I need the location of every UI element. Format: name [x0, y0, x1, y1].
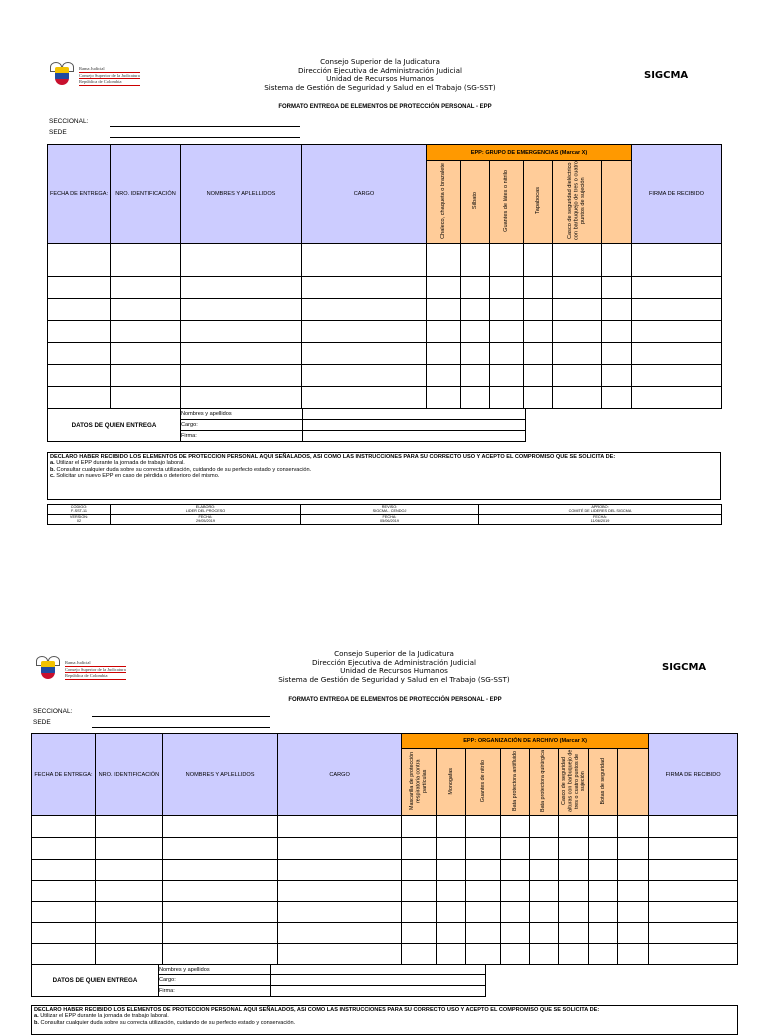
- footer-reviso: REVISO: SIGCMA - CENDOJ: [301, 505, 479, 515]
- logo-rama-judicial: [36, 656, 126, 684]
- sigcma-label: SIGCMA: [644, 70, 689, 81]
- quien-entrega-firma-field[interactable]: [271, 986, 486, 997]
- footer-aprobo: APROBO: COMITÉ DE LIDERES DEL SIGCMA: [479, 505, 722, 515]
- col-nro: NRO. IDENTIFICACIÓN: [95, 734, 162, 816]
- col-fecha: FECHA DE ENTREGA:: [48, 145, 111, 244]
- epp-item-casco-alturas: Casco de seguridad alturas con barbuquejo de tres o cuatro puntos de sujeción: [558, 749, 589, 816]
- quien-entrega-title: DATOS DE QUIEN ENTREGA: [48, 409, 181, 442]
- epp-table: [31, 733, 738, 965]
- col-nombres: NOMBRES Y APLELLIDOS: [181, 145, 302, 244]
- declaration-item-c: c. Solicitar un nuevo EPP en caso de pérdida o deterioro del mismo.: [50, 473, 220, 480]
- logo-text: Rama Judicial Consejo Superior de la Judicatura República de Colombia: [79, 66, 140, 85]
- table-row[interactable]: [32, 944, 738, 965]
- table-row[interactable]: [32, 838, 738, 860]
- quien-entrega-title: DATOS DE QUIEN ENTREGA: [32, 965, 159, 997]
- quien-entrega-firma-label: Firma:: [159, 986, 271, 997]
- logo-text: Rama Judicial Consejo Superior de la Judicatura República de Colombia: [65, 660, 126, 679]
- declaration-box: [31, 1005, 738, 1035]
- footer-version: VERSION: 02: [48, 514, 111, 524]
- col-firma: FIRMA DE RECIBIDO: [632, 145, 722, 244]
- seccional-field[interactable]: [92, 716, 270, 717]
- form-title: FORMATO ENTREGA DE ELEMENTOS DE PROTECCIÓN PERSONAL - EPP: [288, 697, 502, 703]
- col-cargo: CARGO: [278, 734, 402, 816]
- quien-entrega-nombres-field[interactable]: [271, 965, 486, 975]
- footer-fecha-reviso: FECHA: 05/06/2019: [301, 514, 479, 524]
- col-nro: NRO. IDENTIFICACIÓN: [111, 145, 181, 244]
- table-row[interactable]: [32, 816, 738, 838]
- epp-item-botas: Botas de seguridad: [589, 749, 618, 816]
- declaration-title: DECLARO HABER RECIBIDO LOS ELEMENTOS DE PROTECCION PERSONAL AQUI SEÑALADOS, ASI COMO LAS INSTRUCCIONES PARA SU CORRECTO USO Y ACEPTO EL COMPROMISO QUE SE SOLICITA DE:: [50, 454, 616, 460]
- sede-label: SEDE: [33, 719, 51, 726]
- quien-entrega-cargo-label: Cargo:: [159, 975, 271, 986]
- declaration-item-b: b. Consultar cualquier duda sobre su correcta utilización, cuidando de su perfecto estado y conservación.: [34, 1019, 296, 1026]
- table-row[interactable]: [32, 860, 738, 881]
- quien-entrega-cargo-label: Cargo:: [181, 420, 303, 431]
- epp-item-bata-antifluido: Bata protectora antifluido: [500, 749, 529, 816]
- quien-entrega-nombres-label: Nombres y apellidos: [159, 965, 271, 975]
- epp-item-silbato: Silbato: [461, 161, 490, 244]
- epp-item-blank: [618, 749, 649, 816]
- quien-entrega-cargo-field[interactable]: [271, 975, 486, 986]
- institution-header: Consejo Superior de la Judicatura Dirección Ejecutiva de Administración Judicial Unidad de Recursos Humanos Sistema de Gestión de Seguridad y Salud en el Trabajo (SG-SST): [278, 649, 510, 684]
- col-fecha: FECHA DE ENTREGA:: [32, 734, 96, 816]
- epp-item-bata-quirurgica: Bata protectora quirúrgica: [529, 749, 558, 816]
- epp-item-mascarilla: Mascarilla de protección respiratoria contra partículas: [401, 749, 436, 816]
- footer-fecha-aprobo: FECHA: 11/06/2019: [479, 514, 722, 524]
- sede-field[interactable]: [92, 727, 270, 728]
- coat-of-arms-icon: [36, 656, 60, 684]
- seccional-label: SECCIONAL:: [33, 708, 73, 715]
- col-cargo: CARGO: [302, 145, 427, 244]
- declaration-item-a: a. Utilizar el EPP durante la jornada de trabajo laboral.: [50, 460, 185, 467]
- sigcma-label: SIGCMA: [662, 662, 707, 673]
- col-firma: FIRMA DE RECIBIDO: [649, 734, 738, 816]
- declaration-item-a: a. Utilizar el EPP durante la jornada de trabajo laboral.: [34, 1013, 169, 1020]
- quien-entrega-firma-label: Firma:: [181, 431, 303, 442]
- institution-header: Consejo Superior de la Judicatura Dirección Ejecutiva de Administración Judicial Unidad de Recursos Humanos Sistema de Gestión de Seguridad y Salud en el Trabajo (SG-SST): [264, 57, 496, 92]
- declaration-item-b: b. Consultar cualquier duda sobre su correcta utilización, cuidando de su perfecto estado y conservación.: [50, 466, 312, 473]
- form-title: FORMATO ENTREGA DE ELEMENTOS DE PROTECCIÓN PERSONAL - EPP: [278, 104, 492, 110]
- sede-label: SEDE: [49, 129, 67, 136]
- epp-group-header: EPP: ORGANIZACIÓN DE ARCHIVO (Marcar X): [401, 734, 648, 749]
- table-row[interactable]: [32, 923, 738, 944]
- epp-item-casco: Casco de seguridad dieléctrico con barbuquejo de tres o cuatro puntos de sujeción: [553, 161, 602, 244]
- footer-elaboro: ELABORO: LIDER DEL PROCESO: [111, 505, 301, 515]
- epp-item-guantes: Guantes de látex o nitrilo: [490, 161, 524, 244]
- epp-group-header: EPP: GRUPO DE EMERGENCIAS (Marcar X): [427, 145, 632, 161]
- table-row[interactable]: [32, 902, 738, 923]
- quien-entrega-table: [31, 964, 486, 997]
- epp-item-monogafas: Monogafas: [436, 749, 465, 816]
- epp-item-guantes-nitrilo: Guantes de nitrilo: [465, 749, 500, 816]
- footer-fecha-elaboro: FECHA: 29/05/2019: [111, 514, 301, 524]
- quien-entrega-nombres-label: Nombres y apellidos: [181, 409, 303, 420]
- epp-item-chaleco: Chaleco, chaqueta o brazalete: [427, 161, 461, 244]
- seccional-label: SECCIONAL:: [49, 118, 89, 125]
- epp-item-tapabocas: Tapabocas: [524, 161, 553, 244]
- table-row[interactable]: [32, 881, 738, 902]
- declaration-title: DECLARO HABER RECIBIDO LOS ELEMENTOS DE PROTECCION PERSONAL AQUI SEÑALADOS, ASI COMO LAS INSTRUCCIONES PARA SU CORRECTO USO Y ACEPTO EL COMPROMISO QUE SE SOLICITA DE:: [34, 1007, 600, 1013]
- footer-codigo: CODIGO: F-SST-11: [48, 505, 111, 515]
- col-nombres: NOMBRES Y APLELLIDOS: [162, 734, 277, 816]
